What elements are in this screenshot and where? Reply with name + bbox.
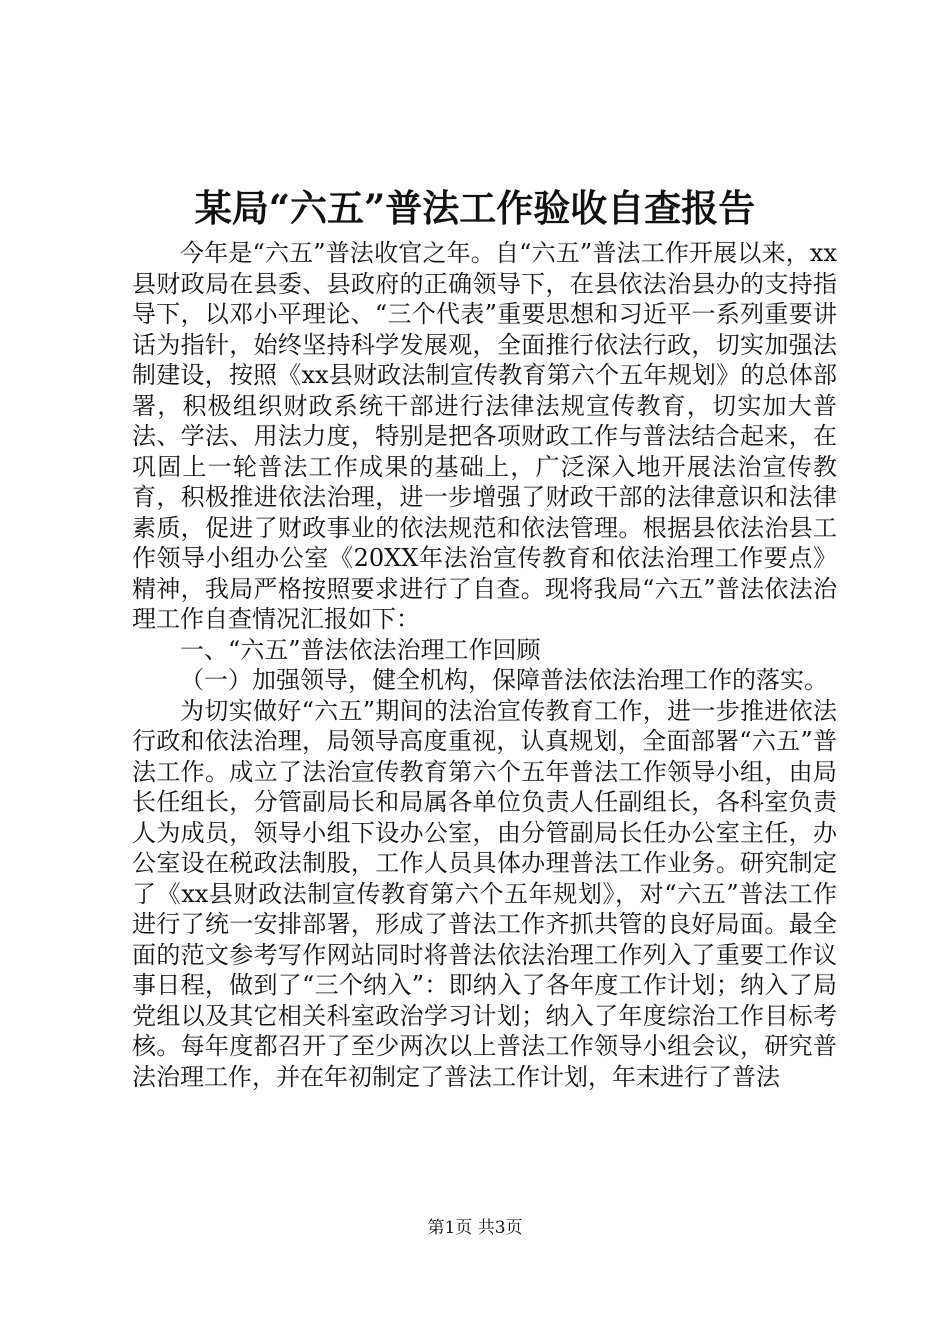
page-number-footer: 第1页 共3页 xyxy=(427,1218,523,1238)
document-title: 某局“六五”普法工作验收自查报告 xyxy=(194,186,756,230)
document-body xyxy=(132,238,837,1092)
body-paragraph: 为切实做好“六五”期间的法治宣传教育工作，进一步推进依法行政和依法治理，局领导高度重视，认真规划，全面部署“六五”普法工作。成立了法治宣传教育第六个五年普法工作领导小组，由局长任组长，分管副局长和局属各单位负责人任副组长，各科室负责人为成员，领导小组下设办公室，由分管副局长任办公室主任，办公室设在税政法制股，工作人员具体办理普法工作业务。研究制定了《xx县财政法制宣传教育第六个五年规划》，对“六五”普法工作进行了统一安排部署，形成了普法工作齐抓共管的良好局面。最全面的范文参考写作网站同时将普法依法治理工作列入了重要工作议事日程，做到了“三个纳入”：即纳入了各年度工作计划；纳入了局党组以及其它相关科室政治学习计划；纳入了年度综治工作目标考核。每年度都召开了至少两次以上普法工作领导小组会议，研究普法治理工作，并在年初制定了普法工作计划，年末进行了普法 xyxy=(132,696,837,1091)
intro-paragraph: 今年是“六五”普法收官之年。自“六五”普法工作开展以来，xx县财政局在县委、县政府的正确领导下，在县依法治县办的支持指导下，以邓小平理论、“三个代表”重要思想和习近平一系列重要讲话为指针，始终坚持科学发展观，全面推行依法行政，切实加强法制建设，按照《xx县财政法制宣传教育第六个五年规划》的总体部署，积极组织财政系统干部进行法律法规宣传教育，切实加大普法、学法、用法力度，特别是把各项财政工作与普法结合起来，在巩固上一轮普法工作成果的基础上，广泛深入地开展法治宣传教育，积极推进依法治理，进一步增强了财政干部的法律意识和法律素质，促进了财政事业的依法规范和依法管理。根据县依法治县工作领导小组办公室《20XX年法治宣传教育和依法治理工作要点》精神，我局严格按照要求进行了自查。现将我局“六五”普法依法治理工作自查情况汇报如下： xyxy=(132,239,837,633)
section-heading: 一、“六五”普法依法治理工作回顾 xyxy=(180,635,541,664)
subsection-heading: （一）加强领导，健全机构，保障普法依法治理工作的落实。 xyxy=(180,666,828,694)
